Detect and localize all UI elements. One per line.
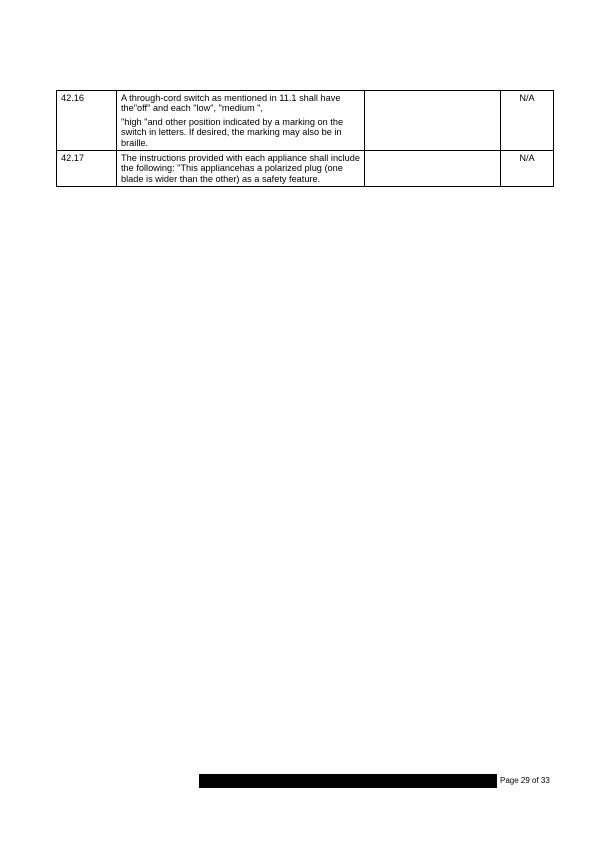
table-row <box>57 151 554 187</box>
table-row <box>57 91 554 151</box>
verdict-cell: N/A <box>501 151 554 187</box>
clause-number: 42.17 <box>57 151 117 187</box>
requirement-paragraph: "high "and other position indicated by a marking on the switch in letters. If desired, the marking may also be in braille. <box>121 116 344 148</box>
requirement-text <box>117 151 365 187</box>
result-cell <box>365 91 501 151</box>
requirement-text <box>117 91 365 151</box>
clause-table <box>56 90 554 187</box>
result-cell <box>365 151 501 187</box>
page-number: Page 29 of 33 <box>500 776 550 785</box>
footer-redaction-bar <box>199 774 497 788</box>
requirement-paragraph: A through-cord switch as mentioned in 11.1 shall have the"off" and each "low", "medium ", <box>121 93 341 114</box>
verdict-cell: N/A <box>501 91 554 151</box>
requirement-paragraph: The instructions provided with each appliance shall include the following: "This appliancehas a polarized plug (one blade is wider than the other) as a safety feature. <box>121 153 361 184</box>
clause-number: 42.16 <box>57 91 117 151</box>
